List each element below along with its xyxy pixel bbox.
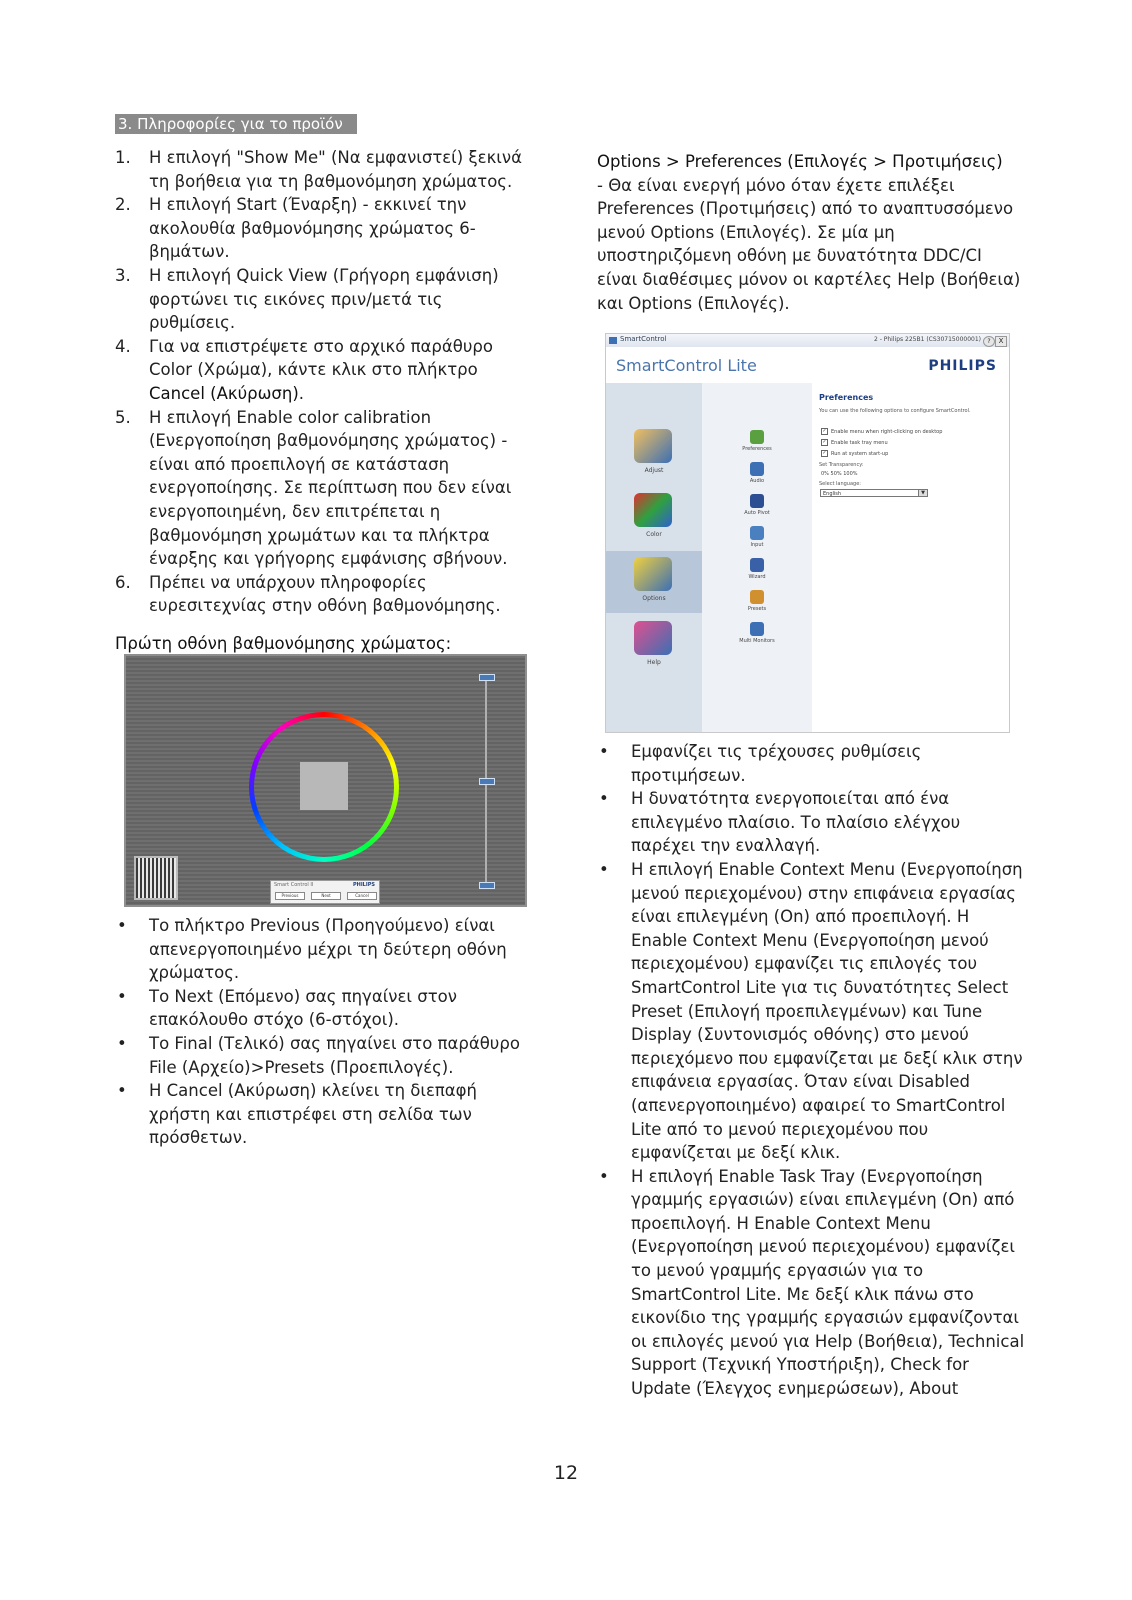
step-text: Η επιλογή "Show Me" (Να εμφανιστεί) ξεκινά τη βοήθεια για τη βαθμονόμηση χρώματος.: [149, 148, 522, 191]
app-header: [606, 347, 1009, 383]
step-number: 3.: [115, 265, 131, 285]
left-column: [115, 146, 530, 655]
bullet-icon: •: [599, 1166, 609, 1186]
monitor-model: 2 - Philips 225B1 (CS30715000001): [873, 336, 981, 343]
list-item: [597, 787, 1027, 858]
chevron-down-icon[interactable]: ▼: [918, 490, 927, 496]
step-text: .: [298, 383, 305, 403]
language-select[interactable]: [820, 489, 928, 497]
calibration-panel: [270, 880, 380, 904]
preferences-panel: [812, 383, 1010, 733]
sub-label: Input: [750, 542, 764, 548]
bullet-text: Η επιλογή Enable Context Menu (Ενεργοποίηση μενού περιεχομένου) στην επιφάνεια εργασίας είναι επιλεγμένη (On) από προεπιλογή. Η Enable Context Menu (Ενεργοποίηση μενού περιεχομένου) εμφανίζει τις επιλογές του SmartControl Lite για τις δυνατότητες Select Preset (Επιλογή προεπιλεγμένων) και Tune Display (Συντονισμός οθόνης) στο μενού περιεχόμενο που εμφανίζεται με δεξί κλικ στην επιφάνεια εργασίας. Όταν είναι Disabled (απενεργοποιημένο) αφαιρεί το SmartControl Lite από το μενού περιεχομένου που εμφανίζεται με δεξί κλικ.: [631, 859, 1023, 1163]
step-number: 2.: [115, 195, 131, 215]
sub-item-multi-monitors[interactable]: [727, 620, 787, 650]
bullet-icon: •: [117, 916, 127, 935]
titlebar-app: SmartControl: [620, 335, 667, 343]
help-book-icon: [634, 621, 672, 655]
list-item: [597, 740, 1027, 787]
sub-item-presets[interactable]: [727, 588, 787, 618]
checkbox-checked-icon[interactable]: ✓: [822, 439, 827, 445]
checkbox-checked-icon[interactable]: ✓: [822, 450, 827, 456]
list-item: [115, 146, 530, 193]
app-name: SmartControl Lite: [616, 356, 757, 375]
wizard-icon: [750, 558, 764, 572]
titlebar: [606, 334, 1009, 348]
list-item: [115, 571, 530, 618]
step-number: 5.: [115, 407, 131, 427]
nav-label: Color: [646, 531, 662, 538]
left-bullets: [115, 914, 530, 1150]
list-item: [115, 1079, 530, 1150]
sub-item-auto-pivot[interactable]: [727, 492, 787, 522]
bullet-icon: •: [117, 1033, 127, 1053]
panel-brand: PHILIPS: [352, 882, 375, 888]
language-label: Select language:: [819, 481, 861, 487]
bullet-text: Το Final (Τελικό) σας πηγαίνει στο παράθυρο File (Αρχείο)>Presets (Προεπιλογές).: [149, 1033, 520, 1077]
sub-item-wizard[interactable]: [727, 556, 787, 586]
philips-logo: PHILIPS: [928, 358, 997, 374]
list-item: [597, 858, 1027, 1165]
bullet-icon: •: [599, 742, 609, 761]
transparency-label: Set Transparency:: [819, 462, 864, 468]
nav-item-color[interactable]: [606, 487, 702, 549]
multi-monitors-icon: [750, 622, 764, 636]
nav-item-adjust[interactable]: [606, 423, 702, 485]
slider-mid-knob[interactable]: [479, 778, 495, 785]
list-item: [115, 335, 530, 406]
right-intro: - Θα είναι ενεργή μόνο όταν έχετε επιλέξει Preferences (Προτιμήσεις) από το αναπτυσσόμενο μενού Options (Επιλογές). Σε μία μη υποστηριζόμενη οθόνη με δυνατότητα DDC/CI είναι διαθέσιμες μόνον οι καρτέλες Help (Βοήθεια) και Options (Επιλογές).: [597, 175, 1021, 313]
checkbox-task-tray[interactable]: [821, 439, 888, 446]
color-icon: [634, 493, 672, 527]
presets-icon: [750, 590, 764, 604]
list-item: [115, 985, 530, 1032]
step-text: Η επιλογή Start (Έναρξη) - εκκινεί την ακολουθία βαθμονόμησης χρώματος 6-βημάτων.: [149, 195, 476, 262]
bullet-text: Η επιλογή Enable Task Tray (Ενεργοποίηση γραμμής εργασιών) είναι επιλεγμένη (On) από προεπιλογή. Η Enable Context Menu (Ενεργοποίηση μενού περιεχομένου) εμφανίζει το μενού γραμμής εργασιών για το SmartControl Lite. Με δεξί κλικ πάνω στο εικονίδιο της γραμμής εργασιών εμφανίζονται οι επιλογές μενού για Help (Βοήθεια), Technical Support (Τεχνική Υποστήριξη), Check for Update (Έλεγχος ενημερώσεων), About: [631, 1166, 1025, 1399]
bullet-icon: •: [599, 859, 609, 879]
bullet-text: Το πλήκτρο Previous (Προηγούμενο) είναι απενεργοποιημένο μέχρι τη δεύτερη οθόνη χρώματος.: [149, 916, 507, 983]
sub-label: Multi Monitors: [739, 638, 775, 644]
cancel-label: Cancel (Ακύρωση): [149, 383, 299, 403]
sub-label: Wizard: [748, 574, 766, 580]
right-column: [597, 150, 1027, 315]
sub-label: Presets: [747, 606, 767, 612]
list-item: [115, 914, 530, 985]
sub-item-input[interactable]: [727, 524, 787, 554]
panel-title: Smart Control II: [274, 882, 314, 888]
adjust-icon: [634, 429, 672, 463]
step-text: Πρέπει να υπάρχουν πληροφορίες ευρεσιτεχνίας στην οθόνη βαθμονόμησης.: [149, 572, 501, 616]
step-number: 1.: [115, 148, 131, 167]
preferences-description: You can use the following options to configure SmartControl.: [819, 408, 971, 414]
list-item: [115, 264, 530, 335]
help-icon[interactable]: ?: [983, 336, 995, 347]
bullet-icon: •: [599, 789, 609, 809]
bullet-icon: •: [117, 986, 127, 1006]
bullet-text: Η δυνατότητα ενεργοποιείται από ένα επιλεγμένο πλαίσιο. Το πλαίσιο ελέγχου παρέχει την εναλλαγή.: [631, 789, 961, 856]
checkbox-label: Run at system start-up: [831, 451, 889, 457]
checkbox-startup[interactable]: [821, 450, 888, 457]
target-square: [300, 762, 348, 810]
sub-label: Audio: [749, 478, 765, 484]
gear-icon: [634, 557, 672, 591]
slider-bottom-knob[interactable]: [479, 882, 495, 889]
preferences-title: Preferences: [819, 393, 874, 402]
nav-label: Options: [642, 595, 666, 602]
smartcontrol-screenshot: [605, 333, 1010, 733]
page-number: 12: [553, 1462, 579, 1484]
list-item: [597, 1165, 1027, 1401]
sub-label: Auto Pivot: [744, 510, 770, 516]
nav-item-options[interactable]: [606, 551, 702, 613]
input-icon: [750, 526, 764, 540]
step-text: Η επιλογή Enable color calibration (Ενεργοποίηση βαθμονόμησης χρώματος) - είναι από προεπιλογή σε κατάσταση ενεργοποίησης. Σε περίπτωση που δεν είναι ενεργοποιημένη, δεν επιτρέπεται η βαθμονόμηση χρωμάτων και τα πλήκτρα έναρξης και γρήγορης εμφάνισης σβήνουν.: [149, 407, 512, 569]
close-icon[interactable]: X: [995, 336, 1007, 347]
app-icon: [609, 337, 617, 344]
nav-label: Help: [647, 659, 661, 666]
checkbox-label: Enable menu when right-clicking on desktop: [831, 429, 943, 435]
next-button[interactable]: Next: [311, 892, 341, 900]
nav-item-help[interactable]: [606, 615, 702, 677]
checkbox-context-menu[interactable]: [821, 428, 942, 435]
slider-top-knob[interactable]: [479, 674, 495, 681]
previous-button[interactable]: Previous: [275, 892, 305, 900]
calibration-screenshot: [124, 654, 527, 907]
sub-item-audio[interactable]: [727, 460, 787, 490]
list-item: [115, 193, 530, 264]
steps-list: [115, 146, 530, 618]
bullet-icon: •: [117, 1081, 127, 1101]
audio-icon: [750, 462, 764, 476]
subheading: Πρώτη οθόνη βαθμονόμησης χρώματος:: [115, 633, 452, 653]
sub-label: Preferences: [742, 446, 772, 452]
cancel-button[interactable]: Cancel: [347, 892, 377, 900]
bullet-text: Εμφανίζει τις τρέχουσες ρυθμίσεις προτιμήσεων.: [631, 742, 922, 785]
bullet-text: Το Next (Επόμενο) σας πηγαίνει στον επακόλουθο στόχο (6-στόχοι).: [149, 986, 457, 1030]
language-value: English: [823, 491, 842, 497]
checkbox-label: Enable task tray menu: [831, 440, 888, 446]
checkbox-checked-icon[interactable]: ✓: [822, 428, 827, 434]
step-number: 6.: [115, 572, 131, 592]
bullet-text: Η Cancel (Ακύρωση) κλείνει τη διεπαφή χρήστη και επιστρέφει στη σελίδα των πρόσθετων.: [149, 1081, 478, 1148]
sub-item-preferences[interactable]: [727, 428, 787, 458]
nav-label: Adjust: [644, 467, 664, 474]
step-number: 4.: [115, 336, 131, 356]
sub-menu: [702, 383, 812, 733]
auto-pivot-icon: [750, 494, 764, 508]
right-bullets: [597, 740, 1027, 1401]
list-item: [115, 406, 530, 571]
section-tag: 3. Πληροφορίες για το προϊόν: [115, 114, 357, 134]
preferences-icon: [750, 430, 764, 444]
transparency-radios[interactable]: 0% 50% 100%: [821, 471, 858, 477]
right-heading: Options > Preferences (Επιλογές > Προτιμήσεις): [597, 152, 1003, 171]
pattern-thumbnail: [134, 856, 178, 900]
main-nav: [606, 383, 702, 733]
list-item: [115, 1032, 530, 1079]
step-text: Η επιλογή Quick View (Γρήγορη εμφάνιση) φορτώνει τις εικόνες πριν/μετά τις ρυθμίσεις.: [149, 265, 499, 333]
step-text: Για να επιστρέψετε στο αρχικό παράθυρο Color (Χρώμα), κάντε κλικ στο πλήκτρο: [149, 336, 493, 380]
